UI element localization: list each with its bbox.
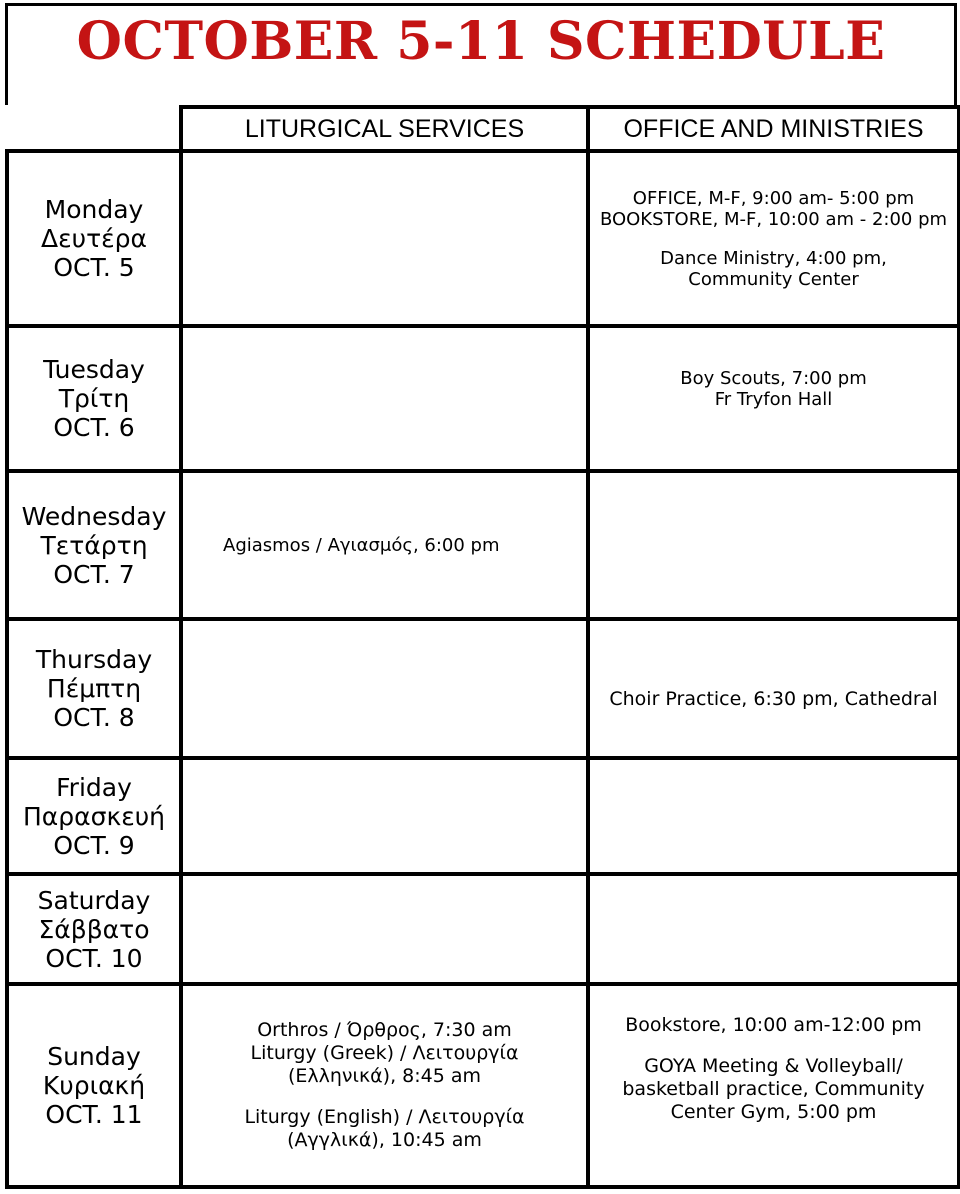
event-line: GOYA Meeting & Volleyball/ basketball practice, Community Center Gym, 5:00 pm	[622, 1055, 925, 1123]
column-header-liturgical: LITURGICAL SERVICES	[181, 107, 588, 151]
day-greek: Τετάρτη	[40, 530, 148, 560]
day-date: OCT. 8	[53, 703, 135, 732]
title-banner	[5, 3, 957, 107]
day-row-thursday	[7, 619, 959, 758]
day-english: Tuesday	[43, 355, 145, 384]
day-english: Monday	[44, 195, 144, 224]
event-line: Orthros / Όρθρος, 7:30 am	[257, 1019, 512, 1041]
event-line: Fr Tryfon Hall	[714, 389, 833, 410]
day-greek: Σάββατο	[38, 914, 150, 944]
office-cell	[588, 984, 959, 1187]
office-cell	[588, 326, 959, 471]
day-cell	[7, 471, 181, 619]
day-greek: Τρίτη	[58, 384, 130, 413]
page-title: OCTOBER 5-11 SCHEDULE	[76, 11, 886, 72]
day-greek: Δευτέρα	[41, 224, 147, 253]
day-cell	[7, 758, 181, 874]
day-greek: Κυριακή	[42, 1071, 146, 1100]
day-row-saturday	[7, 874, 959, 984]
schedule-table	[5, 105, 960, 1189]
day-date: OCT. 7	[53, 559, 135, 589]
liturgical-cell	[181, 471, 588, 619]
day-row-sunday	[7, 984, 959, 1187]
liturgical-cell	[181, 151, 588, 326]
header-row	[7, 107, 959, 151]
column-header-office: OFFICE AND MINISTRIES	[588, 107, 959, 151]
day-english: Friday	[56, 772, 132, 802]
event-line: BOOKSTORE, M-F, 10:00 am - 2:00 pm	[599, 208, 948, 230]
day-cell	[7, 151, 181, 326]
liturgical-cell	[181, 326, 588, 471]
event-line: Liturgy (English) / Λειτουργία (Αγγλικά), 10:45 am	[244, 1106, 525, 1151]
day-cell	[7, 326, 181, 471]
office-cell	[588, 619, 959, 758]
corner-cell	[7, 107, 181, 151]
day-english: Sunday	[47, 1042, 141, 1071]
day-date: OCT. 11	[45, 1100, 143, 1129]
event-line: Dance Ministry, 4:00 pm, Community Center	[660, 247, 887, 290]
day-greek: Πέμπτη	[46, 674, 142, 703]
day-english: Wednesday	[21, 501, 167, 531]
day-row-wednesday	[7, 471, 959, 619]
event-line: Bookstore, 10:00 am-12:00 pm	[625, 1014, 922, 1036]
day-english: Saturday	[37, 885, 151, 915]
event-line: Boy Scouts, 7:00 pm	[680, 368, 867, 389]
day-date: OCT. 9	[53, 830, 135, 860]
liturgical-cell	[181, 619, 588, 758]
office-cell	[588, 151, 959, 326]
office-cell	[588, 471, 959, 619]
day-date: OCT. 6	[53, 413, 135, 442]
office-cell	[588, 758, 959, 874]
liturgical-cell	[181, 758, 588, 874]
day-row-monday	[7, 151, 959, 326]
event-line: Choir Practice, 6:30 pm, Cathedral	[609, 688, 938, 710]
day-date: OCT. 5	[53, 253, 135, 282]
day-date: OCT. 10	[45, 943, 143, 973]
day-greek: Παρασκευή	[22, 801, 166, 831]
event-line: OFFICE, M-F, 9:00 am- 5:00 pm	[632, 187, 915, 209]
liturgical-cell	[181, 984, 588, 1187]
office-cell	[588, 874, 959, 984]
day-row-friday	[7, 758, 959, 874]
liturgical-cell	[181, 874, 588, 984]
day-english: Thursday	[35, 645, 153, 674]
day-cell	[7, 619, 181, 758]
day-cell	[7, 874, 181, 984]
day-row-tuesday	[7, 326, 959, 471]
event-line: Liturgy (Greek) / Λειτουργία (Ελληνικά), 8:45 am	[250, 1042, 519, 1087]
day-cell	[7, 984, 181, 1187]
event-line: Agiasmos / Αγιασμός, 6:00 pm	[223, 534, 500, 556]
